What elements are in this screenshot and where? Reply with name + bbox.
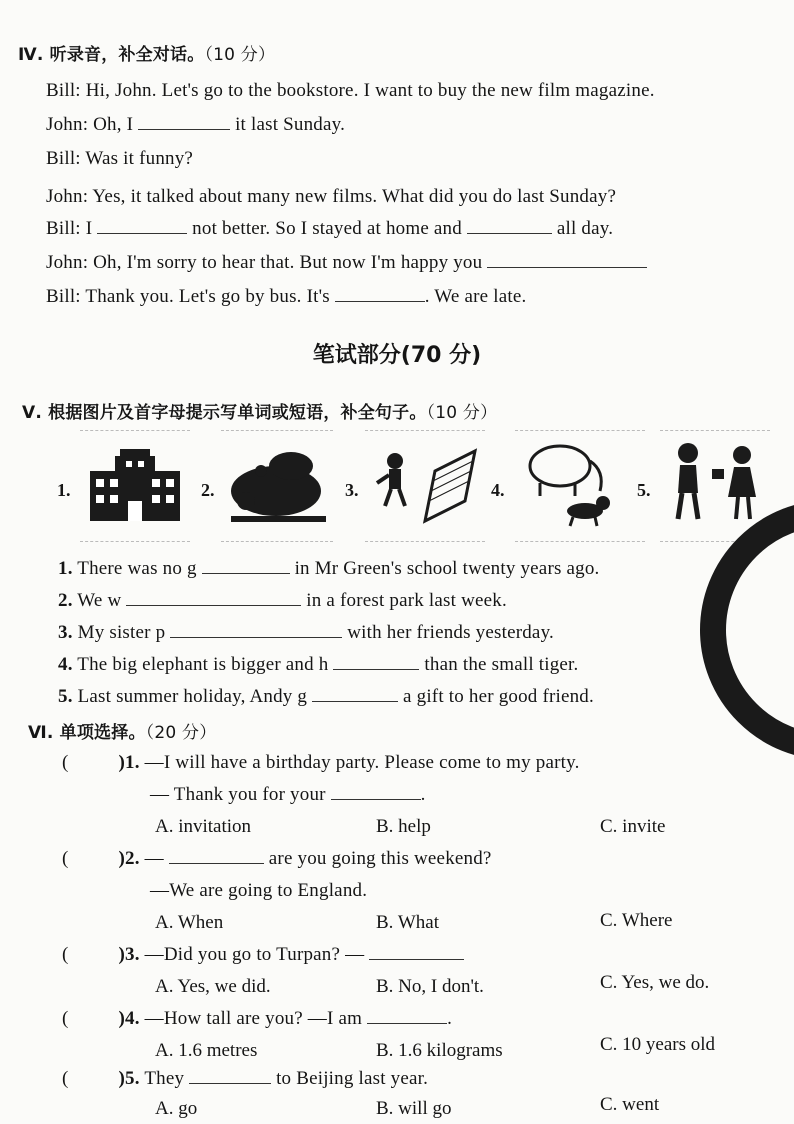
sentence-text: in Mr Green's school twenty years ago. xyxy=(294,558,600,579)
fill-sentence-4 xyxy=(58,654,578,676)
answer-paren[interactable]: ( xyxy=(62,848,69,869)
question-stem: They xyxy=(144,1068,185,1089)
answer-blank[interactable] xyxy=(487,253,647,268)
fill-sentence-3 xyxy=(58,622,554,644)
sentence-text: in a forest park last week. xyxy=(306,590,507,611)
people-gift-icon xyxy=(660,431,770,531)
option-b[interactable]: B. help xyxy=(376,816,431,837)
sentence-text: My sister p xyxy=(77,622,166,643)
dialogue-text: . We are late. xyxy=(424,286,527,307)
dialogue-line-3: Bill: Was it funny? xyxy=(46,148,194,169)
option-a[interactable]: A. 1.6 metres xyxy=(155,1040,258,1061)
answer-blank[interactable] xyxy=(97,219,187,234)
dialogue-speaker-text: John: Oh, I xyxy=(46,114,134,135)
question-1-line-2 xyxy=(150,784,426,806)
sentence-text: a gift to her good friend. xyxy=(403,686,594,707)
answer-blank[interactable] xyxy=(369,945,464,960)
option-c[interactable]: C. 10 years old xyxy=(600,1034,716,1055)
question-3 xyxy=(62,944,464,966)
picture-label-2: 2. xyxy=(201,480,215,500)
written-part-title: 笔试部分(70 分) xyxy=(312,343,482,368)
answer-paren[interactable]: ( xyxy=(62,1068,69,1089)
dialogue-speaker-text: Bill: I xyxy=(46,218,93,239)
answer-blank[interactable] xyxy=(333,655,419,670)
question-stem: to Beijing last year. xyxy=(276,1068,429,1089)
option-a[interactable]: A. invitation xyxy=(155,816,252,837)
dialogue-text: not better. So I stayed at home and xyxy=(192,218,462,239)
option-a[interactable]: A. Yes, we did. xyxy=(155,976,271,997)
option-b[interactable]: B. will go xyxy=(376,1098,452,1119)
answer-blank[interactable] xyxy=(138,115,230,130)
option-c[interactable]: C. Where xyxy=(600,910,673,931)
picture-row xyxy=(55,430,794,540)
dialogue-text: all day. xyxy=(556,218,614,239)
sentence-number: 4. xyxy=(58,654,73,675)
school-building-icon xyxy=(80,431,190,531)
question-2-line-2: —We are going to England. xyxy=(150,880,368,901)
answer-paren[interactable]: ( xyxy=(62,752,69,773)
forest-park-picture xyxy=(221,430,333,542)
option-c[interactable]: C. invite xyxy=(600,816,666,837)
fill-sentence-5 xyxy=(58,686,594,708)
question-stem: . xyxy=(420,784,426,805)
elephant-tiger-picture xyxy=(515,430,645,542)
answer-blank[interactable] xyxy=(335,287,425,302)
question-4 xyxy=(62,1008,452,1030)
question-stem: . xyxy=(447,1008,453,1029)
fill-sentence-2 xyxy=(58,590,507,612)
question-number: )5. xyxy=(118,1068,140,1089)
answer-paren[interactable]: ( xyxy=(62,944,69,965)
option-a[interactable]: A. When xyxy=(155,912,224,933)
question-5 xyxy=(62,1068,428,1090)
section4-title-text: Ⅳ. 听录音，补全对话。 xyxy=(18,45,205,65)
option-a[interactable]: A. go xyxy=(155,1098,198,1119)
option-c[interactable]: C. went xyxy=(600,1094,660,1115)
answer-blank[interactable] xyxy=(189,1069,271,1084)
picture-label-1: 1. xyxy=(57,480,71,500)
option-b[interactable]: B. What xyxy=(376,912,439,933)
question-1 xyxy=(62,752,580,774)
dialogue-line-4: John: Yes, it talked about many new films. What did you do last Sunday? xyxy=(46,186,617,207)
dialogue-line-7 xyxy=(46,286,526,308)
fill-sentence-1 xyxy=(58,558,600,580)
question-2 xyxy=(62,848,492,870)
answer-blank[interactable] xyxy=(126,591,301,606)
option-c[interactable]: C. Yes, we do. xyxy=(600,972,710,993)
section5-title xyxy=(22,398,497,423)
sentence-text: than the small tiger. xyxy=(424,654,579,675)
sentence-text: The big elephant is bigger and h xyxy=(77,654,329,675)
ping-pong-icon xyxy=(365,431,485,531)
option-b[interactable]: B. No, I don't. xyxy=(376,976,484,997)
sentence-number: 3. xyxy=(58,622,73,643)
question-number: )4. xyxy=(118,1008,140,1029)
dialogue-text: John: Oh, I'm sorry to hear that. But now I'm happy you xyxy=(46,252,483,273)
answer-blank[interactable] xyxy=(467,219,552,234)
answer-paren[interactable]: ( xyxy=(62,1008,69,1029)
answer-blank[interactable] xyxy=(202,559,290,574)
question-stem: — xyxy=(144,848,164,869)
sentence-text: Last summer holiday, Andy g xyxy=(77,686,308,707)
answer-blank[interactable] xyxy=(367,1009,447,1024)
dialogue-line-6 xyxy=(46,252,647,274)
sentence-number: 1. xyxy=(58,558,73,579)
section5-title-text: Ⅴ. 根据图片及首字母提示写单词或短语，补全句子。 xyxy=(22,403,427,423)
question-stem: are you going this weekend? xyxy=(268,848,492,869)
picture-label-3: 3. xyxy=(345,480,359,500)
question-stem: —How tall are you? —I am xyxy=(144,1008,363,1029)
sentence-number: 5. xyxy=(58,686,73,707)
dialogue-line-2 xyxy=(46,114,345,136)
dialogue-line-5 xyxy=(46,218,613,240)
sentence-text: We w xyxy=(77,590,122,611)
question-number: )2. xyxy=(118,848,140,869)
section4-title xyxy=(18,40,275,65)
dialogue-text: it last Sunday. xyxy=(235,114,346,135)
question-number: )1. xyxy=(118,752,140,773)
ping-pong-picture xyxy=(365,430,485,542)
question-stem: —Did you go to Turpan? — xyxy=(144,944,365,965)
answer-blank[interactable] xyxy=(169,849,264,864)
answer-blank[interactable] xyxy=(331,785,421,800)
school-building-picture xyxy=(80,430,190,542)
section6-title xyxy=(28,718,216,743)
picture-label-5: 5. xyxy=(637,480,651,500)
sentence-text: There was no g xyxy=(77,558,197,579)
sentence-text: with her friends yesterday. xyxy=(347,622,554,643)
tree-icon xyxy=(221,431,333,531)
section6-points: （20 分） xyxy=(145,723,217,743)
elephant-icon xyxy=(515,431,645,531)
question-stem: —I will have a birthday party. Please come to my party. xyxy=(144,752,580,773)
question-number: )3. xyxy=(118,944,140,965)
dialogue-line-1: Bill: Hi, John. Let's go to the bookstore. I want to buy the new film magazine. xyxy=(46,80,655,101)
section4-points: （10 分） xyxy=(204,45,276,65)
answer-blank[interactable] xyxy=(170,623,342,638)
sentence-number: 2. xyxy=(58,590,73,611)
dialogue-text: Bill: Thank you. Let's go by bus. It's xyxy=(46,286,330,307)
section5-points: （10 分） xyxy=(426,403,498,423)
question-stem: — Thank you for your xyxy=(150,784,326,805)
option-b[interactable]: B. 1.6 kilograms xyxy=(376,1040,503,1061)
section6-title-text: Ⅵ. 单项选择。 xyxy=(28,723,146,743)
picture-label-4: 4. xyxy=(491,480,505,500)
answer-blank[interactable] xyxy=(312,687,398,702)
